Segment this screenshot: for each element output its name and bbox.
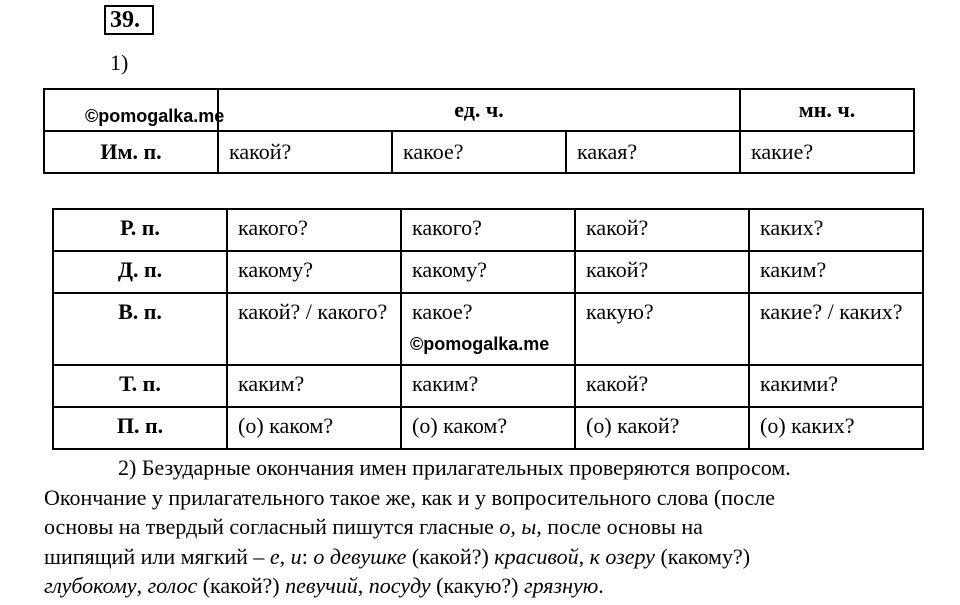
table-cell: какую? xyxy=(575,293,749,365)
watermark: ©pomogalka.me xyxy=(85,106,225,126)
italic-text: певучий xyxy=(285,573,358,598)
table-cell: какая? xyxy=(566,131,740,173)
table-cell: каких? xyxy=(749,209,923,251)
table-cell: какого? xyxy=(401,209,575,251)
paragraph-line xyxy=(44,542,944,572)
text-span: , xyxy=(578,543,590,569)
italic-text: к озеру xyxy=(589,543,655,569)
table-cell: какими? xyxy=(749,365,923,407)
table-cell: какое? xyxy=(401,293,575,365)
cases-table xyxy=(52,208,924,450)
table-row xyxy=(44,131,914,173)
table-row xyxy=(53,209,923,251)
case-label: Им. п. xyxy=(44,131,218,173)
italic-text: красивой xyxy=(494,543,579,569)
text-span: (какому?) xyxy=(654,543,751,569)
table-cell: (о) каких? xyxy=(749,407,923,449)
table-cell: какие? xyxy=(740,131,914,173)
plural-header: мн. ч. xyxy=(740,89,914,131)
italic-text: о девушке xyxy=(313,543,407,569)
table-row xyxy=(53,365,923,407)
table-cell: каким? xyxy=(401,365,575,407)
table-cell: (о) какой? xyxy=(575,407,749,449)
table-cell: какой? xyxy=(218,131,392,173)
case-label: Т. п. xyxy=(53,365,227,407)
table-cell: какой? xyxy=(575,209,749,251)
paragraph-line xyxy=(44,512,944,542)
table-cell: каким? xyxy=(227,365,401,407)
text-span: после основы на xyxy=(541,514,703,539)
table-cell: какое? xyxy=(392,131,566,173)
paragraph-line xyxy=(44,571,944,601)
paragraph-line: 2) Безударные окончания имен прилагательных проверяются вопросом. xyxy=(118,455,791,480)
table-cell: какому? xyxy=(227,251,401,293)
italic-text: е, и xyxy=(269,543,302,569)
italic-text: голос xyxy=(147,573,198,598)
text-span: шипящий или мягкий – xyxy=(44,543,270,569)
case-label: В. п. xyxy=(53,293,227,365)
text-span: , xyxy=(357,573,369,598)
table-cell: какому? xyxy=(401,251,575,293)
explanation-paragraph xyxy=(44,453,944,601)
text-span: , xyxy=(136,573,148,598)
table-cell: (о) каком? xyxy=(401,407,575,449)
paragraph-line: Окончание у прилагательного такое же, как и у вопросительного слова (после xyxy=(44,484,776,510)
text-span: (какой?) xyxy=(406,543,495,569)
text-span: . xyxy=(598,573,604,598)
italic-text: грязную xyxy=(523,573,599,598)
italic-text: посуду xyxy=(368,573,431,598)
table-cell: какой? xyxy=(575,251,749,293)
text-span: : xyxy=(301,543,314,569)
watermark: ©pomogalka.me xyxy=(410,334,550,354)
italic-text: о, ы, xyxy=(499,514,542,539)
case-label: Д. п. xyxy=(53,251,227,293)
table-row xyxy=(53,251,923,293)
case-label: Р. п. xyxy=(53,209,227,251)
table-cell: какого? xyxy=(227,209,401,251)
table-cell: какие? / каких? xyxy=(749,293,923,365)
table-cell: каким? xyxy=(749,251,923,293)
nominative-table xyxy=(43,88,915,174)
italic-text: глубокому xyxy=(44,573,137,598)
text-span: (какой?) xyxy=(197,573,286,598)
table-row xyxy=(53,407,923,449)
text-span: основы на твердый согласный пишутся гласные xyxy=(44,514,500,539)
text-span: (какую?) xyxy=(430,573,524,598)
part-one-label: 1) xyxy=(110,50,129,75)
table-cell: какой? xyxy=(575,365,749,407)
table-cell: (о) каком? xyxy=(227,407,401,449)
singular-header: ед. ч. xyxy=(218,89,740,131)
table-cell: какой? / какого? xyxy=(227,293,401,365)
exercise-number: 39. xyxy=(104,5,154,35)
case-label: П. п. xyxy=(53,407,227,449)
